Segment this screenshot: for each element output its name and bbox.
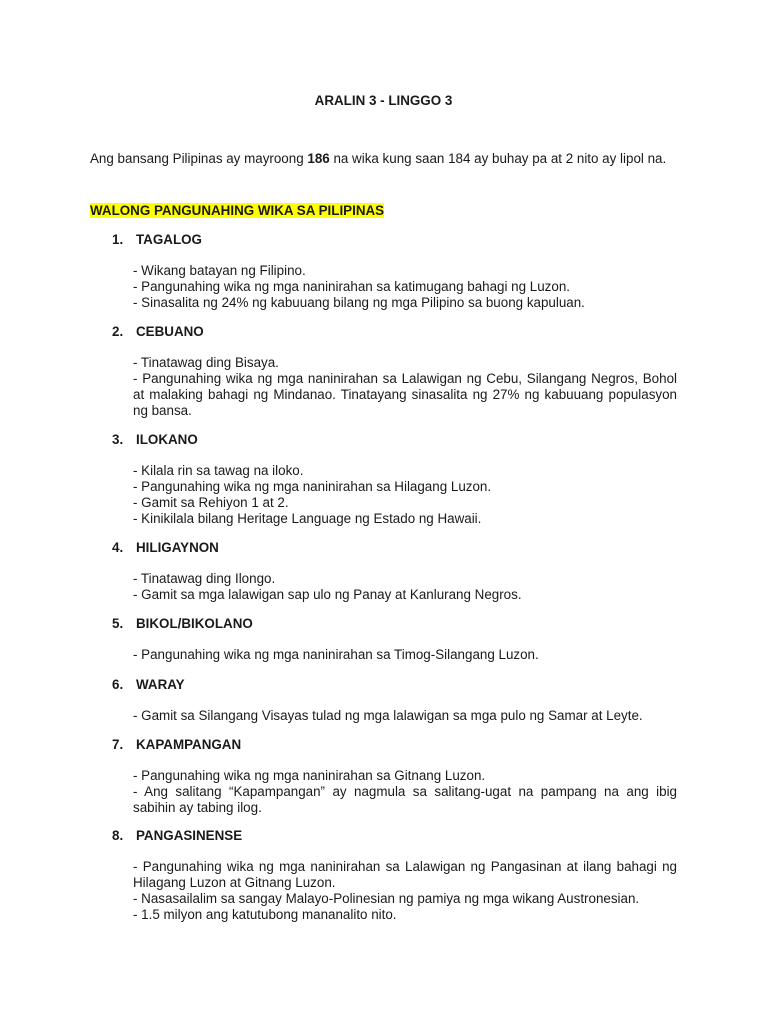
item-title (112, 232, 677, 248)
description-line: - Kinikilala bilang Heritage Language ng Estado ng Hawaii. (133, 511, 482, 526)
description-line: - Pangunahing wika ng mga naninirahan sa Gitnang Luzon. (133, 768, 486, 783)
item-description (133, 859, 677, 923)
description-line: - Pangunahing wika ng mga naninirahan sa Hilagang Luzon. (133, 479, 492, 494)
item-name: TAGALOG (136, 232, 202, 247)
list-item-pangasinense (90, 828, 677, 923)
item-number: 1. (112, 232, 124, 247)
item-description (133, 768, 677, 816)
description-line: - Wikang batayan ng Filipino. (133, 263, 306, 278)
section-heading (90, 203, 384, 219)
description-line: - Gamit sa mga lalawigan sap ulo ng Panay at Kanlurang Negros. (133, 587, 522, 602)
description-line: - Pangunahing wika ng mga naninirahan sa katimugang bahagi ng Luzon. (133, 279, 570, 294)
item-description (133, 647, 677, 663)
item-title (112, 828, 677, 844)
intro-text-before: Ang bansang Pilipinas ay mayroong (90, 151, 308, 166)
lesson-title: ARALIN 3 - LINGGO 3 (314, 93, 453, 108)
item-number: 8. (112, 828, 124, 843)
description-line: - Gamit sa Rehiyon 1 at 2. (133, 495, 289, 510)
description-line: - Ang salitang “Kapampangan” ay nagmula sa salitang-ugat na pampang na ang ibig sabihin ay tabing ilog. (133, 784, 677, 815)
item-name: CEBUANO (136, 324, 204, 339)
list-item-tagalog (90, 232, 677, 311)
description-line: - Sinasalita ng 24% ng kabuuang bilang ng mga Pilipino sa buong kapuluan. (133, 295, 585, 310)
item-description (133, 708, 677, 724)
item-title (112, 677, 677, 693)
item-name: WARAY (136, 677, 185, 692)
item-title (112, 432, 677, 448)
item-number: 2. (112, 324, 124, 339)
item-title (112, 324, 677, 340)
description-line: - Pangunahing wika ng mga naninirahan sa Lalawigan ng Cebu, Silangang Negros, Bohol at malaking bahagi ng Mindanao. Tinatayang sinasalita ng 27% ng kabuuang populasyon ng bansa. (133, 371, 677, 418)
item-number: 6. (112, 677, 124, 692)
list-item-kapampangan (90, 737, 677, 816)
list-item-bikol (90, 616, 677, 663)
list-item-cebuano (90, 324, 677, 419)
list-item-waray (90, 677, 677, 724)
item-description (133, 355, 677, 419)
item-name: KAPAMPANGAN (136, 737, 242, 752)
item-description (133, 463, 677, 527)
description-line: - Tinatawag ding Bisaya. (133, 355, 279, 370)
intro-paragraph (90, 151, 677, 167)
item-number: 5. (112, 616, 124, 631)
item-title (112, 616, 677, 632)
item-name: ILOKANO (136, 432, 198, 447)
item-number: 7. (112, 737, 124, 752)
highlighted-heading-text: WALONG PANGUNAHING WIKA SA PILIPINAS (90, 203, 385, 218)
item-number: 3. (112, 432, 124, 447)
item-description (133, 263, 677, 311)
item-name: HILIGAYNON (136, 540, 219, 555)
description-line: - Tinatawag ding Ilongo. (133, 571, 276, 586)
description-line: - Kilala rin sa tawag na iloko. (133, 463, 304, 478)
description-line: - Gamit sa Silangang Visayas tulad ng mga lalawigan sa mga pulo ng Samar at Leyte. (133, 708, 643, 723)
description-line: - Pangunahing wika ng mga naninirahan sa Timog-Silangang Luzon. (133, 647, 539, 662)
item-title (112, 540, 677, 556)
item-number: 4. (112, 540, 124, 555)
intro-number: 186 (307, 151, 330, 166)
item-description (133, 571, 677, 603)
item-name: PANGASINENSE (136, 828, 243, 843)
list-item-ilokano (90, 432, 677, 527)
description-line: - Pangunahing wika ng mga naninirahan sa Lalawigan ng Pangasinan at ilang bahagi ng Hilagang Luzon at Gitnang Luzon. (133, 859, 677, 890)
list-item-hiligaynon (90, 540, 677, 603)
item-name: BIKOL/BIKOLANO (136, 616, 253, 631)
item-title (112, 737, 677, 753)
description-line: - Nasasailalim sa sangay Malayo-Polinesian ng pamiya ng mga wikang Austronesian. (133, 891, 640, 906)
description-line: - 1.5 milyon ang katutubong mananalito nito. (133, 907, 397, 922)
intro-text-after: na wika kung saan 184 ay buhay pa at 2 nito ay lipol na. (329, 151, 667, 166)
